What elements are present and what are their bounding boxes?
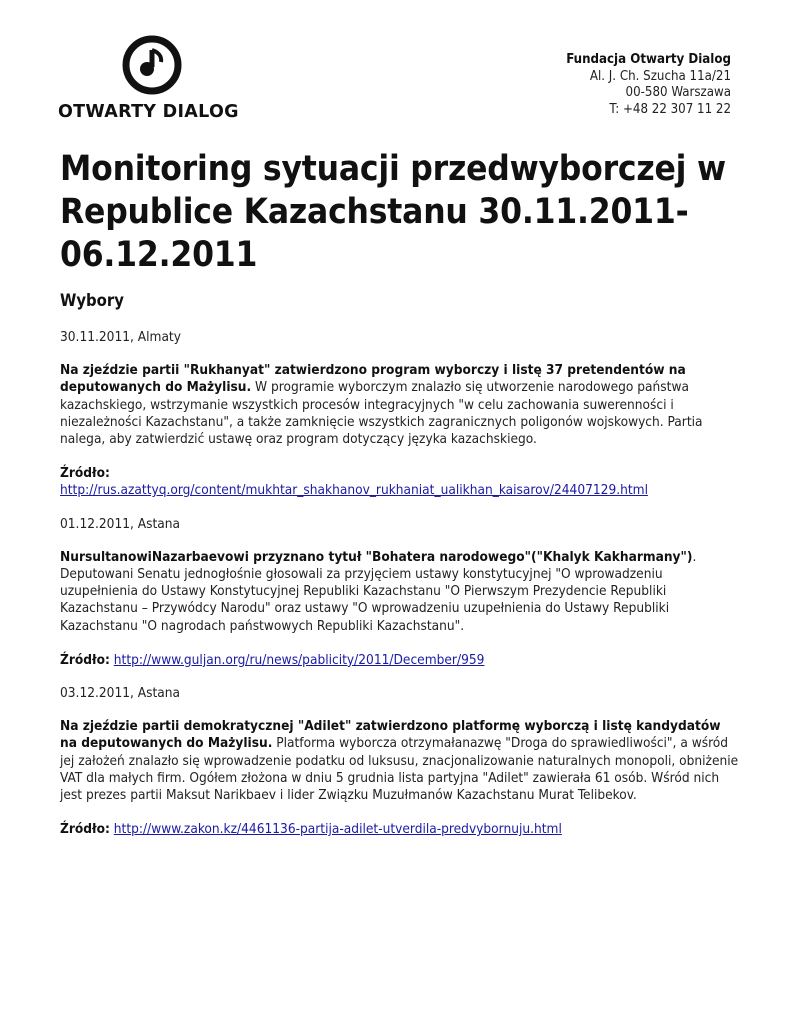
entry-lead: Na zjeździe partii "Rukhanyat" zatwierdzono program wyborczy i listę 37 pretendentów na deputowanych do Mażylisu. — [60, 362, 686, 396]
article — [60, 148, 740, 838]
source-label: Źródło: — [60, 821, 110, 838]
otwarty-dialog-logo-icon — [121, 34, 183, 96]
entry-lead: NursultanowiNazarbaevowi przyznano tytuł "Bohatera narodowego"("Khalyk Kakharmany") — [60, 548, 693, 565]
entry-text: Platforma wyborcza otrzymałanazwę "Droga do sprawiedliwości", a wśród jej założeń znalazło się wprowadzenie podatku od luksusu, znacjonalizowanie naturalnych monopoli, obniżenie VAT dla małych firm. Ogółem złożona w dniu 5 grudnia lista partyjna "Adilet" zawierała 61 osób. Wśród nich jest prezes partii Maksut Narikbaev i lider Związku Muzułmanów Kazachstanu Murat Telibekov. — [60, 735, 739, 804]
article-category: Wybory — [60, 291, 124, 310]
address-city: 00-580 Warszawa — [625, 85, 731, 100]
entry-paragraph — [60, 549, 740, 635]
logo-wordmark: OTWARTY DIALOG — [58, 102, 239, 122]
article-title: Monitoring sytuacji przedwyborczej w Republice Kazachstanu 30.11.2011-06.12.2011 — [60, 149, 726, 275]
otwarty-dialog-logo — [58, 34, 248, 122]
entry-date: 30.11.2011, Almaty — [60, 329, 181, 345]
entry-text: . Deputowani Senatu jednogłośnie głosowali za przyjęciem ustawy konstytucyjnej "O wprowadzeniu uzupełnienia do Ustawy Konstytucyjnej Republiki Kazachstanu "O Pierwszym Prezydencie Republiki Kazachstanu – Przywódcy Narodu" oraz ustawy "O wprowadzeniu uzupełnienia do Ustawy Republiki Kazachstanu "O nagrodach państwowych Republiki Kazachstanu". — [60, 548, 697, 634]
entry-date: 01.12.2011, Astana — [60, 515, 181, 532]
entry-date: 03.12.2011, Astana — [60, 685, 181, 702]
entry-lead: Na zjeździe partii demokratycznej "Adilet" zatwierdzono platformę wyborczą i listę kandydatów na deputowanych do Mażylisu. — [60, 718, 721, 752]
source-link[interactable]: http://www.guljan.org/ru/news/pablicity/2011/December/959 — [113, 651, 485, 668]
entry-source — [60, 652, 740, 669]
entry-paragraph — [60, 362, 740, 448]
source-label: Źródło: — [60, 465, 110, 482]
organization-name: Fundacja Otwarty Dialog — [566, 52, 731, 67]
source-link[interactable]: http://rus.azattyq.org/content/mukhtar_shakhanov_rukhaniat_ualikhan_kaisarov/24407129.html — [60, 482, 648, 499]
phone-number: T: +48 22 307 11 22 — [609, 101, 731, 117]
entry-text: W programie wyborczym znalazło się utworzenie narodowego państwa kazachskiego, wstrzymanie wszystkich procesów integracyjnych "w celu zachowania suwerenności i niezależności Kazachstanu", a także zamknięcie wszystkich zagranicznych poligonów wojskowych. Partia nalega, aby zatwierdzić ustawę oraz program dotyczący języka kazachskiego. — [60, 379, 703, 448]
entry-paragraph — [60, 718, 740, 804]
organization-address-block — [566, 52, 731, 118]
source-label: Źródło: — [60, 651, 110, 668]
entry-source — [60, 465, 740, 499]
address-street: Al. J. Ch. Szucha 11a/21 — [589, 68, 731, 84]
entry-source — [60, 821, 740, 838]
source-link[interactable]: http://www.zakon.kz/4461136-partija-adilet-utverdila-predvybornuju.html — [113, 821, 562, 838]
